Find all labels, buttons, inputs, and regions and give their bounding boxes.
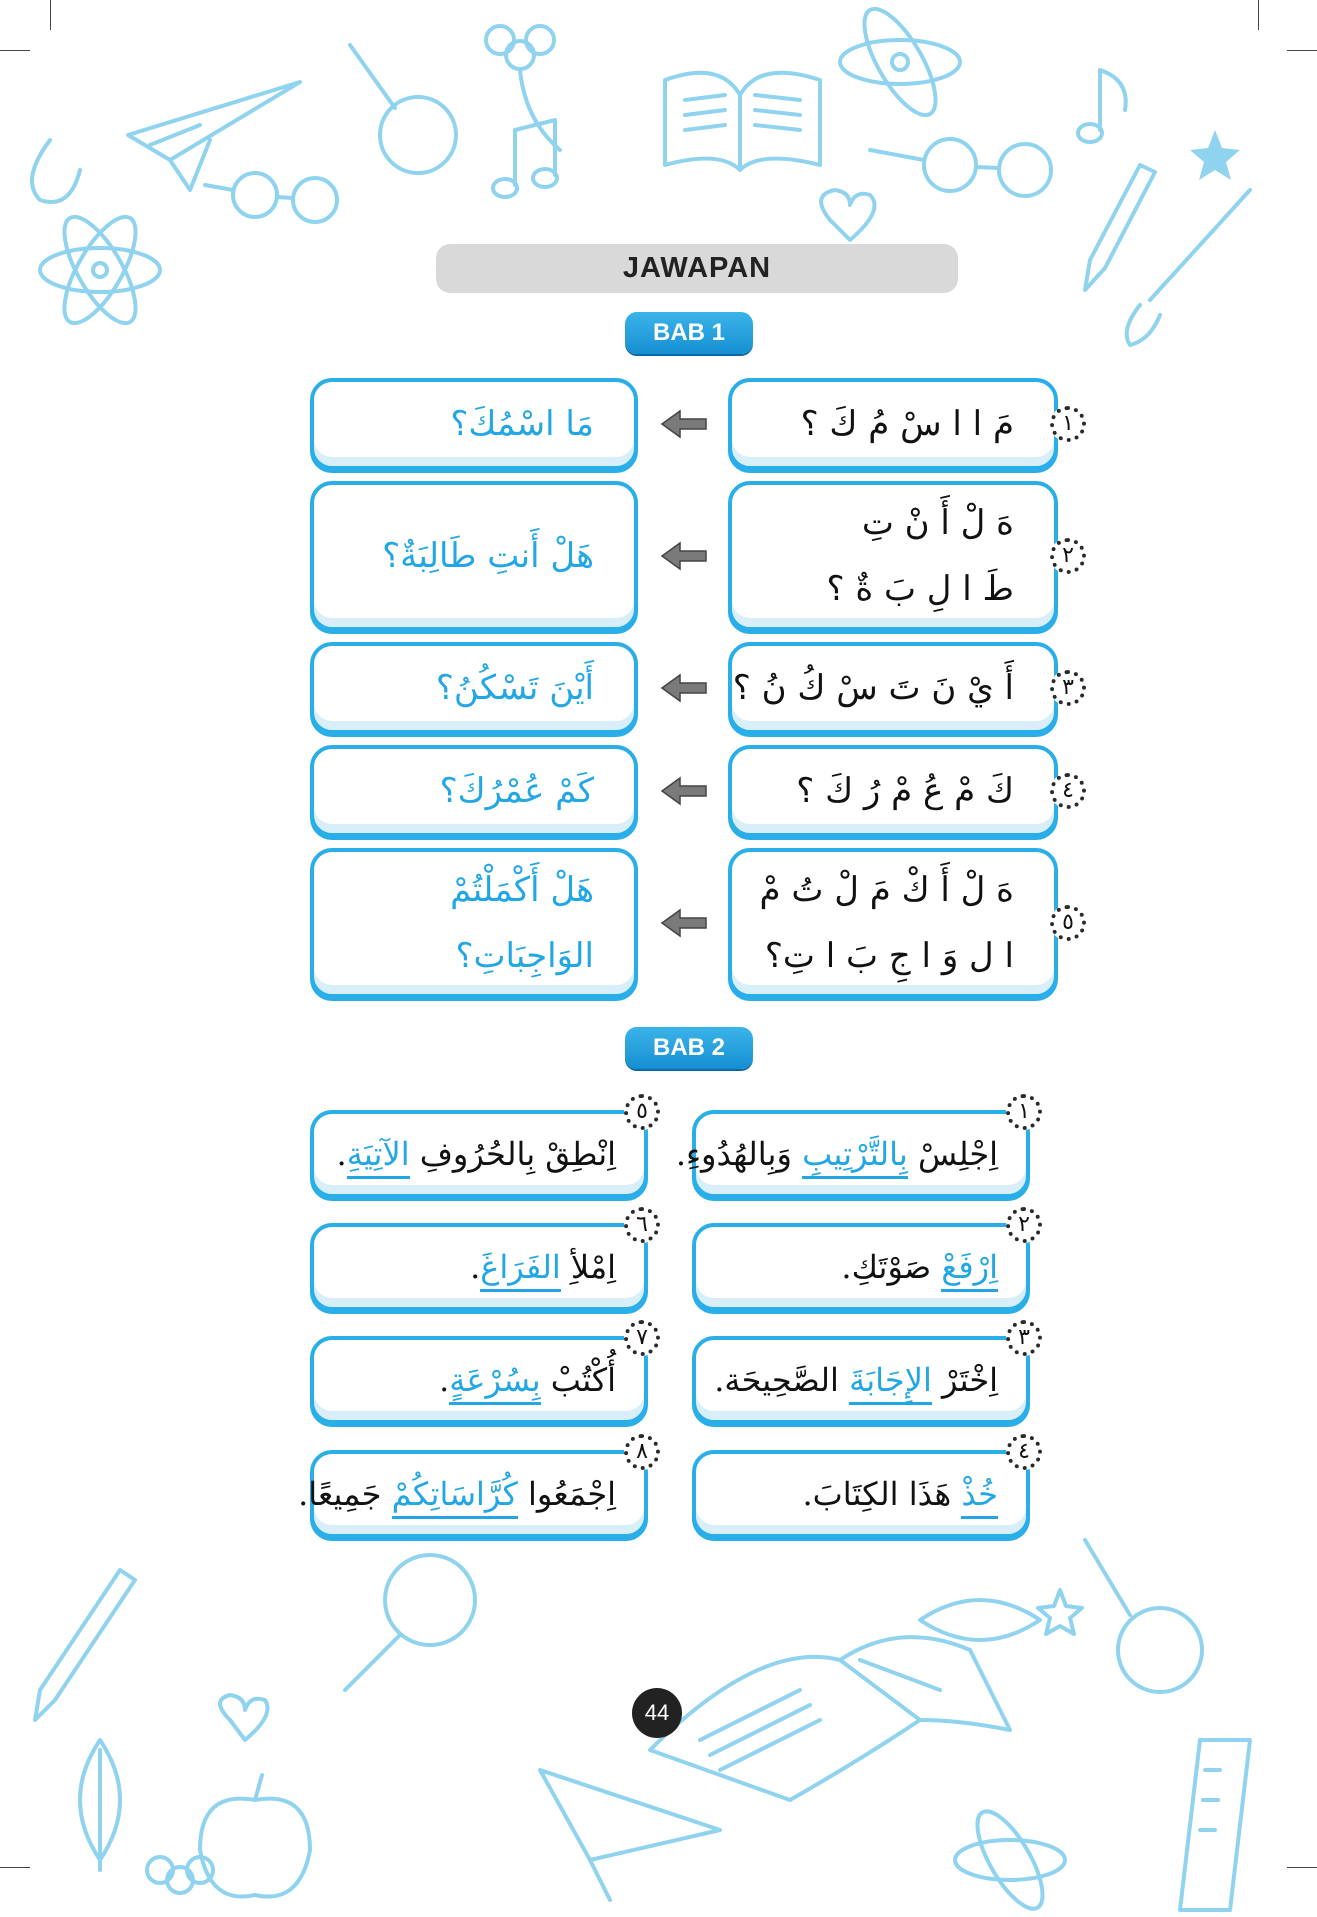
crop-mark	[50, 0, 51, 30]
highlighted-word: بِالتَّرْتِيبِ	[802, 1135, 908, 1179]
brush-icon	[1127, 190, 1250, 345]
sentence-part: .	[336, 1135, 347, 1173]
question-text: كَ مْ عُ مْ رُ كَ ؟	[796, 771, 1014, 811]
sentence-box	[298, 1450, 648, 1538]
number-badge: ١	[1050, 406, 1086, 442]
magnifier-icon-3	[1085, 1540, 1202, 1692]
atom-icon	[840, 0, 960, 125]
magnifier-icon	[350, 45, 456, 173]
sentence-box	[692, 1450, 1030, 1538]
heart-icon-2	[220, 1695, 268, 1740]
crop-mark	[1258, 0, 1259, 30]
highlighted-word: خُذْ	[961, 1475, 998, 1519]
highlighted-word: الإِجَابَةَ	[849, 1361, 932, 1405]
question-box	[728, 848, 1058, 998]
page-number: 44	[632, 1688, 682, 1738]
answer-text: هَلْ أَكْمَلْتُمْ	[450, 870, 594, 910]
number-badge: ٢	[1006, 1207, 1042, 1243]
crop-mark	[1287, 50, 1317, 51]
number-badge: ٤	[1050, 773, 1086, 809]
answer-text: كَمْ عُمْرُكَ؟	[439, 771, 594, 811]
sentence-part: .	[439, 1361, 450, 1399]
pencil-icon	[1085, 165, 1155, 290]
paper-plane-icon-2	[540, 1770, 720, 1900]
sentence-text	[298, 1475, 616, 1513]
number-badge: ٣	[1006, 1320, 1042, 1356]
sentence-part: اِخْتَرْ	[931, 1361, 998, 1399]
number-badge: ٧	[624, 1320, 660, 1356]
glasses-icon	[205, 173, 337, 222]
open-book-icon	[665, 73, 820, 170]
answer-box	[310, 848, 638, 998]
number-badge: ٨	[624, 1434, 660, 1470]
sentence-part: وَبِالهُدُوءِ.	[675, 1135, 803, 1173]
sentence-part: اِنْطِقْ بِالحُرُوفِ	[409, 1135, 616, 1173]
highlighted-word: بِسُرْعَةٍ	[449, 1361, 540, 1405]
atom-icon-2	[40, 207, 160, 333]
sentence-box	[310, 1223, 648, 1311]
sentence-box	[692, 1223, 1030, 1311]
answer-box	[310, 481, 638, 631]
question-text: أَ يْ نَ تَ سْ كُ نُ ؟	[732, 668, 1014, 708]
crop-mark	[0, 50, 30, 51]
highlighted-word: الآتِيَةِ	[347, 1135, 410, 1179]
number-badge: ٢	[1050, 538, 1086, 574]
sentence-text	[336, 1135, 616, 1173]
question-text: هَ لْ أَ كْ مَ لْ تُ مْ	[759, 870, 1014, 910]
sentence-text	[724, 1475, 998, 1513]
magnifier-icon-2	[345, 1555, 475, 1690]
number-badge: ٣	[1050, 670, 1086, 706]
arrow-left-icon	[660, 908, 708, 938]
highlighted-word: اِرْفَعْ	[941, 1248, 998, 1292]
sentence-part: اِمْلأِ	[560, 1248, 616, 1286]
paper-plane-icon	[128, 82, 300, 190]
sentence-part: اِجْلِسْ	[907, 1135, 998, 1173]
sentence-part: صَوْتَكِ.	[841, 1248, 942, 1286]
sentence-text	[714, 1361, 998, 1399]
arrow-left-icon	[660, 541, 708, 571]
answer-box	[310, 378, 638, 470]
answer-text: هَلْ أَنتِ طَالِبَةٌ؟	[382, 536, 594, 576]
question-text: هَ لْ أَ نْ تِ	[861, 503, 1014, 543]
sentence-part: اِجْمَعُوا	[517, 1475, 616, 1513]
crop-mark	[0, 1867, 30, 1868]
arrow-left-icon	[660, 409, 708, 439]
question-box	[728, 481, 1058, 631]
pencil-icon-3	[35, 1570, 135, 1720]
sentence-part: جَمِيعًا.	[298, 1475, 392, 1513]
page-title: JAWAPAN	[436, 244, 958, 293]
sentence-text	[675, 1135, 998, 1173]
atom-icon-3	[955, 1802, 1065, 1917]
number-badge: ٥	[624, 1094, 660, 1130]
number-badge: ١	[1006, 1094, 1042, 1130]
star-icon-2	[1038, 1590, 1082, 1634]
clip-icon	[32, 140, 80, 202]
sentence-text	[342, 1361, 616, 1399]
sentence-part: هَذَا الكِتَابَ.	[802, 1475, 962, 1513]
number-badge: ٤	[1006, 1434, 1042, 1470]
crop-mark	[1287, 1867, 1317, 1868]
heart-icon	[821, 190, 874, 240]
sentence-box	[692, 1336, 1030, 1424]
question-box	[728, 745, 1058, 837]
question-text: مَ ا ا سْ مُ كَ ؟	[800, 404, 1014, 444]
question-box	[728, 642, 1058, 734]
number-badge: ٦	[624, 1207, 660, 1243]
sentence-box	[675, 1110, 1030, 1198]
question-box	[728, 378, 1058, 470]
question-text: ا ل وَ ا جِ بَ ا تِ؟	[764, 936, 1014, 976]
sentence-part: .	[470, 1248, 481, 1286]
glasses-icon-2	[870, 139, 1051, 196]
highlighted-word: كُرَّاسَاتِكُمْ	[392, 1475, 518, 1519]
music-note-icon	[493, 120, 557, 197]
number-badge: ٥	[1050, 905, 1086, 941]
sentence-part: أُكْتُبْ	[540, 1361, 616, 1399]
arrow-left-icon	[660, 673, 708, 703]
answer-box	[310, 745, 638, 837]
big-book-icon	[650, 1637, 1010, 1800]
sentence-text	[342, 1248, 616, 1286]
answer-text: أَيْنَ تَسْكُنُ؟	[435, 668, 594, 708]
sentence-text	[724, 1248, 998, 1286]
music-note-icon-2	[1078, 70, 1126, 142]
ruler-icon	[1180, 1740, 1250, 1910]
leaf-icon-2	[920, 1600, 1040, 1640]
sentence-part: الصَّحِيحَة.	[714, 1361, 850, 1399]
answer-box	[310, 642, 638, 734]
leaf-icon	[80, 1740, 120, 1870]
apple-icon	[200, 1775, 310, 1897]
bab2-badge: BAB 2	[625, 1027, 753, 1069]
sentence-box	[310, 1110, 648, 1198]
bab1-badge: BAB 1	[625, 312, 753, 354]
answer-text: مَا اسْمُكَ؟	[450, 404, 594, 444]
answer-text: الوَاجِبَاتِ؟	[455, 936, 594, 976]
arrow-left-icon	[660, 776, 708, 806]
flower-icon	[486, 26, 560, 150]
highlighted-word: الفَرَاغَ	[480, 1248, 560, 1292]
sentence-box	[310, 1336, 648, 1424]
star-icon	[1190, 130, 1240, 180]
question-text: طَ ا لِ بَ ةٌ ؟	[826, 569, 1014, 609]
